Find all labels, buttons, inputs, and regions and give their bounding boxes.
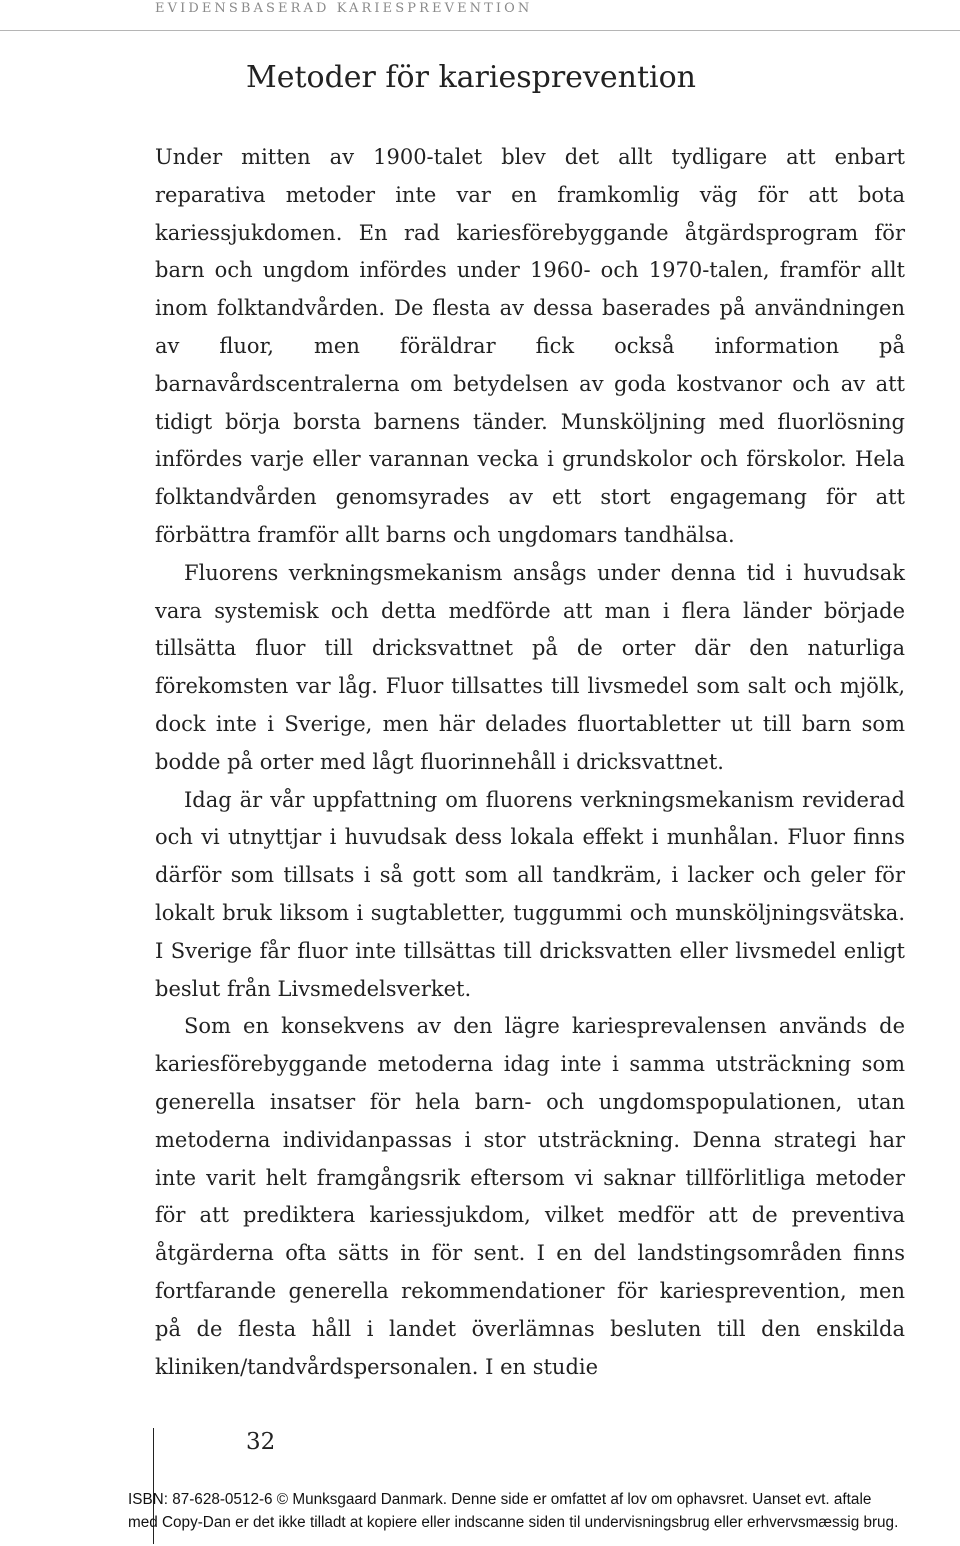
page-number: 32 <box>246 1429 276 1455</box>
copyright-line-2: med Copy-Dan er det ikke tilladt at kopiere eller indscanne siden til undervisningsbrug eller erhvervsmæssig brug. <box>128 1514 899 1531</box>
copyright-line-1: ISBN: 87-628-0512-6 © Munksgaard Danmark. Denne side er omfattet af lov om ophavsret. Uanset evt. aftale <box>128 1491 872 1508</box>
paragraph-4: Som en konsekvens av den lägre kariesprevalensen används de kariesförebyggande metoderna idag inte i samma utsträckning som generella insatser för hela barn- och ungdomspopulationen, utan metoderna individanpassas i stor utsträckning. Denna strategi har inte varit helt framgångsrik eftersom vi saknar tillförlitliga metoder för att prediktera kariessjukdom, vilket medför att de preventiva åtgärderna ofta sätts in för sent. I en del landstingsområden finns fortfarande generella rekommendationer för kariesprevention, men på de flesta håll i landet överlämnas besluten till den enskilda kliniken/tandvårdspersonalen. I en studie <box>155 1014 905 1379</box>
paragraph-1: Under mitten av 1900-talet blev det allt tydligare att enbart reparativa metoder inte var en framkomlig väg för att bota kariessjukdomen. En rad kariesförebyggande åtgärdsprogram för barn och ungdom infördes under 1960- och 1970-talen, framför allt inom folktandvården. De flesta av dessa baserades på användningen av fluor, men föräldrar fick också information på barnavårdscentralerna om betydelsen av goda kostvanor och av att tidigt börja borsta barnens tänder. Munsköljning med fluorlösning infördes varje eller varannan vecka i grundskolor och förskolor. Hela folktandvården genomsyrades av ett stort engagemang för att förbättra framför allt barns och ungdomars tandhälsa. <box>155 145 905 547</box>
copyright-notice <box>128 1488 948 1534</box>
running-head-text: EVIDENSBASERAD KARIESPREVENTION <box>155 1 533 16</box>
paragraph-2: Fluorens verkningsmekanism ansågs under denna tid i huvudsak vara systemisk och detta medförde att man i flera länder började tillsätta fluor till dricksvattnet på de orter där den naturliga förekomsten var låg. Fluor tillsattes till livsmedel som salt och mjölk, dock inte i Sverige, men här delades fluortabletter ut till barn som bodde på orter med lågt fluorinnehåll i dricksvattnet. <box>155 560 905 774</box>
body-text <box>155 139 905 1386</box>
paragraph-3: Idag är vår uppfattning om fluorens verkningsmekanism reviderad och vi utnyttjar i huvudsak dess lokala effekt i munhålan. Fluor finns därför som tillsats i så gott som all tandkräm, i lacker och geler för lokalt bruk liksom i sugtabletter, tuggummi och munsköljningsvätska. I Sverige får fluor inte tillsättas till dricksvatten eller livsmedel enligt beslut från Livsmedelsverket. <box>155 787 905 1001</box>
running-head <box>0 0 960 31</box>
section-title: Metoder för kariesprevention <box>246 60 696 95</box>
